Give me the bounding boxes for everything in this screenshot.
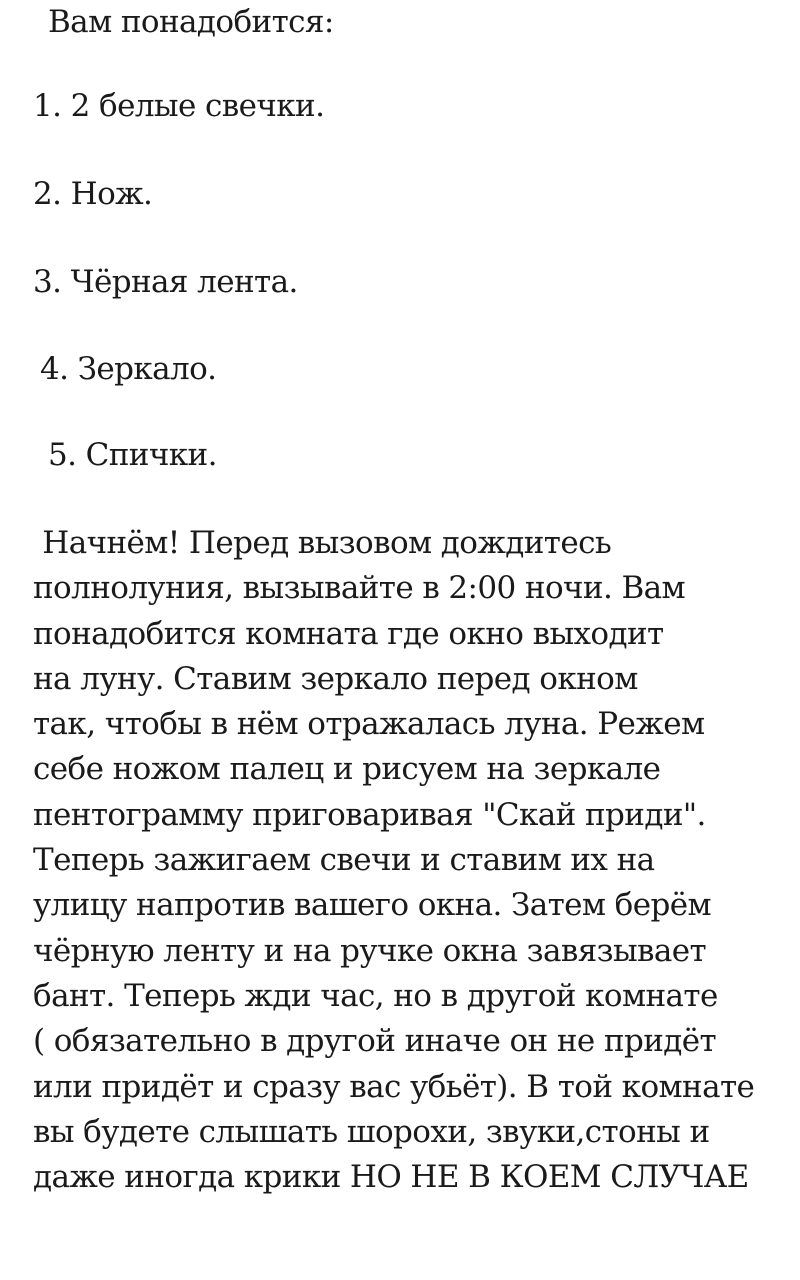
paragraph-line: понадобится комната где окно выходит xyxy=(33,615,664,652)
paragraph-line: вы будете слышать шорохи, звуки,стоны и xyxy=(33,1113,710,1150)
instructions-paragraph xyxy=(33,521,793,1200)
paragraph-line: бант. Теперь жди час, но в другой комнате xyxy=(33,977,718,1014)
paragraph-line: даже иногда крики НО НЕ В КОЕМ СЛУЧАЕ xyxy=(33,1159,749,1196)
paragraph-line: полнолуния, вызывайте в 2:00 ночи. Вам xyxy=(33,570,686,607)
paragraph-line: Теперь зажигаем свечи и ставим их на xyxy=(33,842,655,879)
list-heading: Вам понадобится: xyxy=(48,4,334,40)
paragraph-line: так, чтобы в нём отражалась луна. Режем xyxy=(33,706,705,743)
list-item-black-ribbon: 3. Чёрная лента. xyxy=(33,264,298,300)
list-item-matches: 5. Спички. xyxy=(48,437,217,473)
paragraph-line: пентограмму приговаривая "Скай приди". xyxy=(33,796,706,833)
list-item-candles: 1. 2 белые свечки. xyxy=(33,88,325,124)
list-item-mirror: 4. Зеркало. xyxy=(40,351,217,387)
paragraph-line: или придёт и сразу вас убьёт). В той комнате xyxy=(33,1068,755,1105)
paragraph-line: улицу напротив вашего окна. Затем берём xyxy=(33,887,711,924)
paragraph-line: Начнём! Перед вызовом дождитесь xyxy=(33,525,612,561)
list-item-knife: 2. Нож. xyxy=(33,176,153,212)
paragraph-line: чёрную ленту и на ручке окна завязывает xyxy=(33,932,707,969)
paragraph-line: себе ножом палец и рисуем на зеркале xyxy=(33,751,661,788)
paragraph-line: ( обязательно в другой иначе он не придёт xyxy=(33,1023,717,1060)
paragraph-line: на луну. Ставим зеркало перед окном xyxy=(33,660,638,697)
